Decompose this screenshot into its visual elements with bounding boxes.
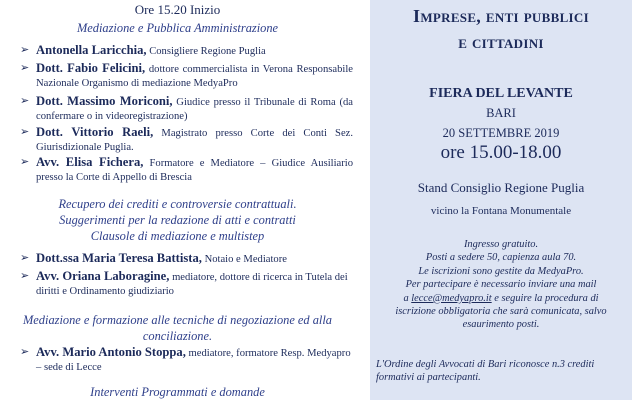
arrow-bullet-icon: ➢ <box>20 126 30 138</box>
arrow-bullet-icon: ➢ <box>20 270 30 282</box>
stand-location: Stand Consiglio Regione Puglia <box>417 180 585 195</box>
arrow-bullet-icon: ➢ <box>20 346 30 358</box>
section-heading-pa: Mediazione e Pubblica Amministrazione <box>76 21 279 35</box>
registration-info: Ingresso gratuito. Posti a sedere 50, capienza aula 70. Le iscrizioni sono gestite da MedyaPro. Per partecipare è necessario inviare una mail a lecce@medyapro.it e seguire la procedura di iscrizione obbligatoria che sarà comunicata, salvo esaurimento posti. <box>395 239 607 331</box>
speaker-item: ➢ Dott.ssa Maria Teresa Battista, Notaio e Mediatore <box>20 251 287 265</box>
credits-note: L'Ordine degli Avvocati di Bari riconosce n.3 crediti formativi ai partecipanti. <box>376 359 595 384</box>
event-hours: ore 15.00-18.00 <box>440 142 562 163</box>
event-info-panel <box>370 0 632 400</box>
speaker-item: ➢ Dott. Vittorio Raeli, Magistrato presso Corte dei Conti Sez. Giurisdizionale Puglia. <box>20 125 354 153</box>
arrow-bullet-icon: ➢ <box>20 156 30 168</box>
speaker-item: ➢ Avv. Oriana Laboragine, mediatore, dottore di ricerca in Tutela dei diritti e Ordinamento giudiziario <box>20 269 348 297</box>
event-date: 20 SETTEMBRE 2019 <box>442 126 560 140</box>
speaker-item: ➢ Avv. Elisa Fichera, Formatore e Mediatore – Giudice Ausiliario presso la Corte di Appello di Brescia <box>20 155 354 183</box>
arrow-bullet-icon: ➢ <box>20 252 30 264</box>
venue-name: FIERA DEL LEVANTE <box>429 86 573 101</box>
section-heading-questions: Interventi Programmati e domande <box>90 385 265 399</box>
speaker-item: ➢ Dott. Fabio Felicini, dottore commercialista in Verona Responsabile Nazionale Organismo di mediazione MedyaPro <box>20 61 353 89</box>
event-title-line2: e cittadini <box>458 32 544 52</box>
event-title-line1: Imprese, enti pubblici <box>413 6 589 26</box>
section-heading-negotiation: Mediazione e formazione alle tecniche di negoziazione ed alla conciliazione. <box>22 313 332 343</box>
location-note: vicino la Fontana Monumentale <box>430 205 572 217</box>
start-time: Ore 15.20 Inizio <box>134 2 221 17</box>
speaker-item: ➢ Dott. Massimo Moriconi, Giudice presso il Tribunale di Roma (da confermare o in videoregistrazione) <box>20 94 354 122</box>
speaker-item: ➢ Avv. Mario Antonio Stoppa, mediatore, formatore Resp. Medyapro – sede di Lecce <box>20 345 351 373</box>
email-link[interactable]: lecce@medyapro.it <box>411 292 492 304</box>
speaker-item: ➢ Antonella Laricchia, Consigliere Regione Puglia <box>20 43 266 57</box>
arrow-bullet-icon: ➢ <box>20 95 30 107</box>
section-heading-credits: Recupero dei crediti e controversie contrattuali. Suggerimenti per la redazione di atti e contratti Clausole di mediazione e multistep <box>58 197 297 243</box>
arrow-bullet-icon: ➢ <box>20 62 30 74</box>
arrow-bullet-icon: ➢ <box>20 44 30 56</box>
venue-city: BARI <box>486 106 516 120</box>
